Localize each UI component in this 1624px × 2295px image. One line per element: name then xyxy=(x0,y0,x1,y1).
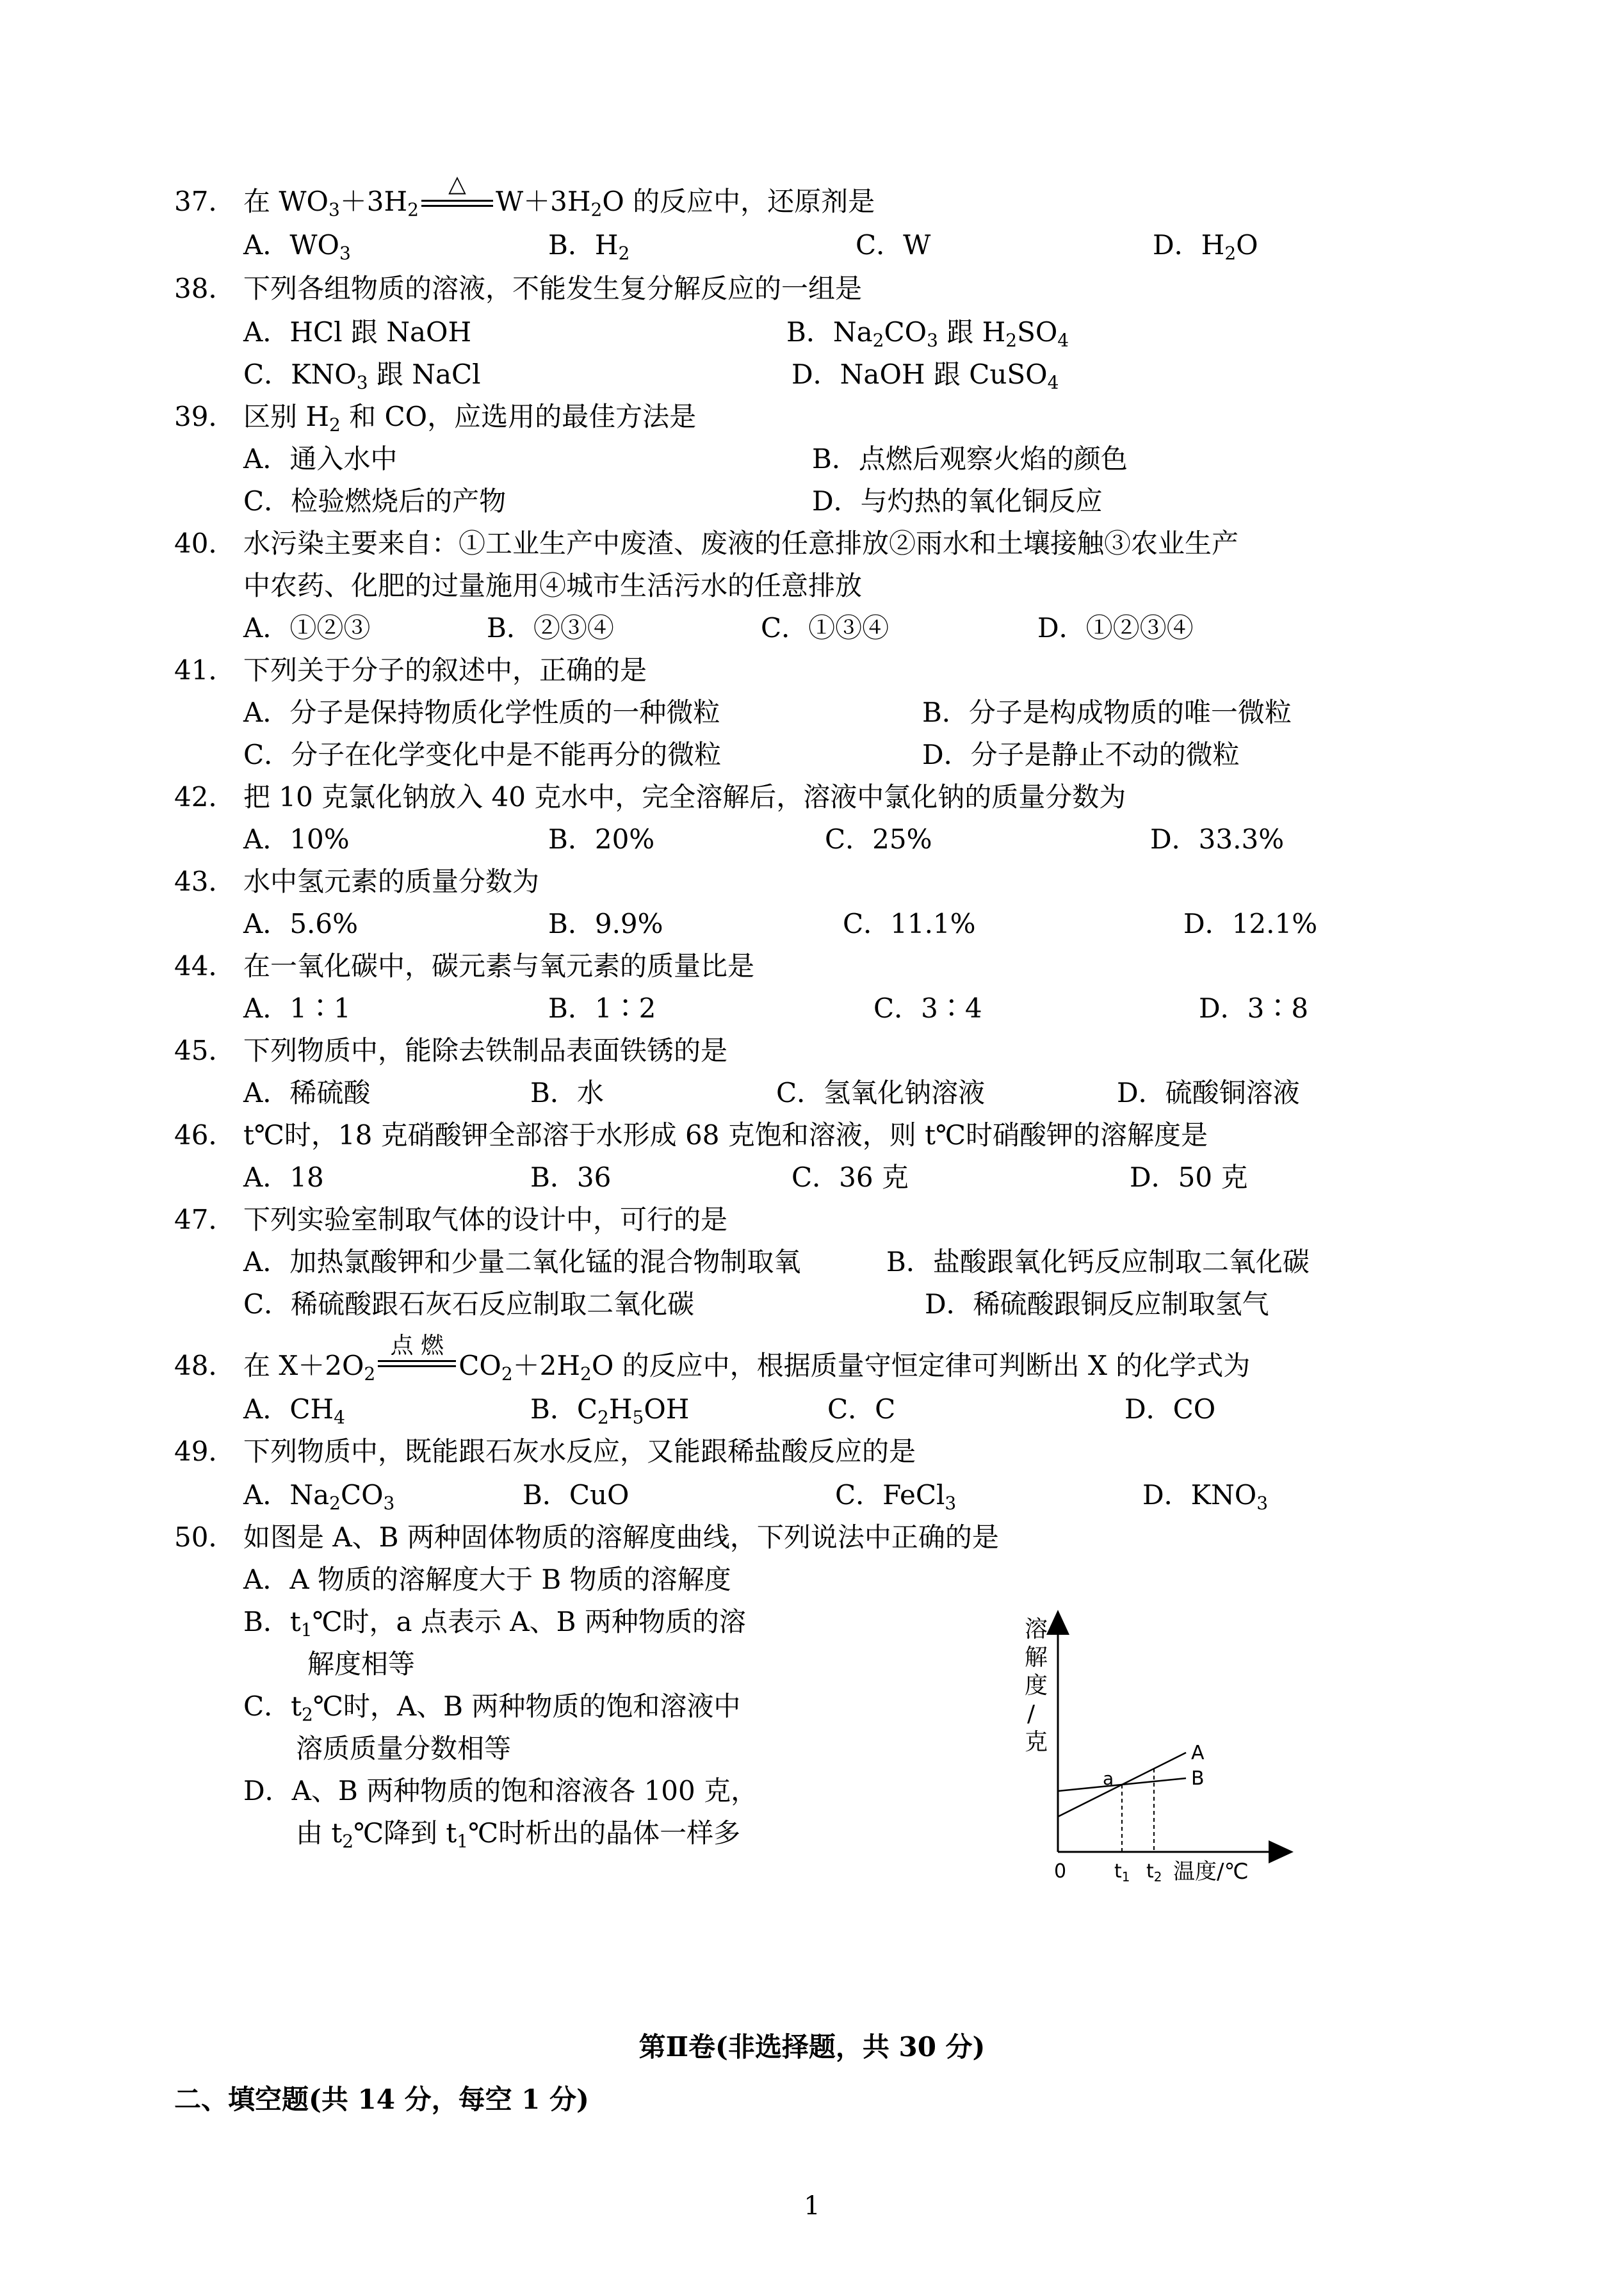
option-c: C．氢氧化钠溶液 xyxy=(776,1077,986,1108)
option-a: A．18 xyxy=(243,1162,324,1193)
option-c: C．11.1% xyxy=(843,908,976,939)
option-b: B．$t_1℃$时，a 点表示 A、B 两种物质的溶 xyxy=(243,1606,746,1641)
question-stem: 水中氢元素的质量分数为 xyxy=(243,866,540,897)
option-a: A．$CH_4$ xyxy=(243,1393,345,1428)
question-number: 46． xyxy=(174,1119,236,1151)
x-tick-label-1: $t_1$ xyxy=(1114,1860,1130,1885)
x-axis-label: 温度/℃ xyxy=(1173,1859,1249,1885)
option-d: D．稀硫酸跟铜反应制取氢气 xyxy=(925,1288,1269,1320)
option-c-cont: 溶质质量分数相等 xyxy=(296,1733,512,1764)
option-b: B．水 xyxy=(530,1077,604,1108)
option-d: D．50 克 xyxy=(1130,1162,1248,1193)
question-number: 49． xyxy=(174,1436,236,1467)
option-d: D．3∶8 xyxy=(1199,993,1309,1024)
option-a: A．5.6% xyxy=(243,908,359,939)
option-b: B．9.9% xyxy=(548,908,663,939)
part-title: 第Ⅱ卷(非选择题，共 30 分) xyxy=(638,2031,986,2063)
option-c: C．36 克 xyxy=(792,1162,909,1193)
reaction-condition: △ xyxy=(419,186,496,218)
option-c: C．$KNO_3$ 跟 NaCl xyxy=(243,359,481,393)
option-c: C．$t_2℃$时，A、B 两种物质的饱和溶液中 xyxy=(243,1691,741,1725)
option-b: B．分子是构成物质的唯一微粒 xyxy=(922,697,1292,728)
option-a: A．①②③ xyxy=(243,612,371,644)
option-b: B．36 xyxy=(530,1162,612,1193)
option-a: A．10% xyxy=(243,823,350,855)
reaction-condition: 点 燃 xyxy=(375,1350,459,1382)
option-a: A．分子是保持物质化学性质的一种微粒 xyxy=(243,697,720,728)
question-number: 40． xyxy=(174,528,236,559)
section-heading: 二、填空题(共 14 分，每空 1 分) xyxy=(174,2084,589,2115)
option-c: C．C xyxy=(827,1393,896,1425)
question-number: 47． xyxy=(174,1204,236,1235)
question-number: 41． xyxy=(174,654,236,686)
question-stem: 下列物质中，能除去铁制品表面铁锈的是 xyxy=(243,1035,728,1066)
option-c: C．3∶4 xyxy=(873,993,982,1024)
option-d: D．CO xyxy=(1125,1393,1216,1425)
origin-label: 0 xyxy=(1054,1860,1067,1883)
option-d: D．分子是静止不动的微粒 xyxy=(922,739,1240,770)
question-number: 43． xyxy=(174,866,236,897)
option-a: A．A 物质的溶解度大于 B 物质的溶解度 xyxy=(243,1564,731,1595)
option-d: D．$H_2O$ xyxy=(1153,229,1258,264)
option-b: B．$H_2$ xyxy=(548,229,630,264)
question-number: 37． xyxy=(174,186,236,217)
question-stem: 中农药、化肥的过量施用④城市生活污水的任意排放 xyxy=(243,570,863,601)
question-number: 38． xyxy=(174,273,236,304)
solubility-chart xyxy=(1025,1607,1294,1895)
question-stem: 下列各组物质的溶液，不能发生复分解反应的一组是 xyxy=(243,273,863,304)
series-label-a: A xyxy=(1191,1742,1205,1764)
question-stem: 如图是 A、B 两种固体物质的溶解度曲线，下列说法中正确的是 xyxy=(243,1521,999,1553)
option-d: D．硫酸铜溶液 xyxy=(1117,1077,1300,1108)
question-stem: 在一氧化碳中，碳元素与氧元素的质量比是 xyxy=(243,950,755,982)
question-number: 42． xyxy=(174,781,236,813)
option-b: B．20% xyxy=(548,823,655,855)
intersection-label: a xyxy=(1103,1768,1114,1789)
option-b: B．1∶2 xyxy=(548,993,656,1024)
option-d: D．33.3% xyxy=(1150,823,1285,855)
option-c: C．稀硫酸跟石灰石反应制取二氧化碳 xyxy=(243,1288,695,1320)
option-c: C．检验燃烧后的产物 xyxy=(243,485,507,517)
option-b: B．$C_2H_5OH$ xyxy=(530,1393,690,1428)
option-c: C．FeCl$_3$ xyxy=(835,1479,957,1514)
question-stem: 下列实验室制取气体的设计中，可行的是 xyxy=(243,1204,728,1235)
option-b: B．$Na_2CO_3$ 跟 $H_2SO_4$ xyxy=(786,316,1069,351)
y-axis-label-2: 解 xyxy=(1025,1644,1048,1671)
option-b: B．点燃后观察火焰的颜色 xyxy=(812,443,1128,474)
series-label-b: B xyxy=(1191,1767,1205,1790)
question-number: 50． xyxy=(174,1521,236,1553)
option-a: A．$WO_3$ xyxy=(243,229,351,264)
option-b: B．盐酸跟氧化钙反应制取二氧化碳 xyxy=(886,1246,1310,1277)
option-b-cont: 解度相等 xyxy=(307,1648,416,1680)
question-stem: 把 10 克氯化钠放入 40 克水中，完全溶解后，溶液中氯化钠的质量分数为 xyxy=(243,781,1126,813)
option-d: D．①②③④ xyxy=(1037,612,1194,644)
question-stem: 水污染主要来自：①工业生产中废渣、废液的任意排放②雨水和土壤接触③农业生产 xyxy=(243,528,1239,559)
page-number: 1 xyxy=(804,2191,820,2221)
question-stem: 区别 $H_2$ 和 CO，应选用的最佳方法是 xyxy=(243,401,697,435)
question-stem: t℃时，18 克硝酸钾全部溶于水形成 68 克饱和溶液，则 t℃时硝酸钾的溶解度是 xyxy=(243,1119,1208,1151)
question-stem: 在 $X+2O_2$ 点 燃 $CO_2+2H_2O$ 的反应中，根据质量守恒定律可判断出 X 的化学式为 xyxy=(243,1333,1251,1384)
x-tick-label-2: $t_2$ xyxy=(1146,1860,1162,1885)
option-c: C．分子在化学变化中是不能再分的微粒 xyxy=(243,739,722,770)
option-d-cont: 由 $t_2℃$降到 $t_1℃$时析出的晶体一样多 xyxy=(296,1817,741,1852)
question-stem: 下列关于分子的叙述中，正确的是 xyxy=(243,654,647,686)
option-c: C．W xyxy=(856,229,931,261)
option-c: C．25% xyxy=(825,823,932,855)
y-axis-label-4: / xyxy=(1027,1701,1035,1727)
option-a: A．1∶1 xyxy=(243,993,351,1024)
option-d: D．12.1% xyxy=(1183,908,1318,939)
option-a: A．$Na_2CO_3$ xyxy=(243,1479,395,1514)
option-d: D．$KNO_3$ xyxy=(1142,1479,1269,1514)
option-a: A．通入水中 xyxy=(243,443,398,474)
y-axis-label-5: 克 xyxy=(1025,1729,1048,1755)
question-stem: 在 $WO_3+3H_2$ △ $W+3H_2O$ 的反应中，还原剂是 xyxy=(243,171,875,220)
question-number: 48． xyxy=(174,1350,236,1381)
question-number: 45． xyxy=(174,1035,236,1066)
option-b: B．CuO xyxy=(523,1479,629,1511)
option-d: D．与灼热的氧化铜反应 xyxy=(812,485,1103,517)
option-b: B．②③④ xyxy=(487,612,614,644)
question-number: 39． xyxy=(174,401,236,432)
y-axis-label-1: 溶 xyxy=(1025,1616,1048,1642)
question-stem: 下列物质中，既能跟石灰水反应，又能跟稀盐酸反应的是 xyxy=(243,1436,916,1467)
option-d: D．A、B 两种物质的饱和溶液各 100 克， xyxy=(243,1775,758,1806)
option-a: A．加热氯酸钾和少量二氧化锰的混合物制取氧 xyxy=(243,1246,801,1277)
option-a: A．HCl 跟 NaOH xyxy=(243,316,472,348)
option-a: A．稀硫酸 xyxy=(243,1077,371,1108)
option-c: C．①③④ xyxy=(761,612,889,644)
y-axis-label-3: 度 xyxy=(1025,1673,1048,1699)
question-number: 44． xyxy=(174,950,236,982)
option-d: D．NaOH 跟 CuSO$_4$ xyxy=(792,359,1059,393)
